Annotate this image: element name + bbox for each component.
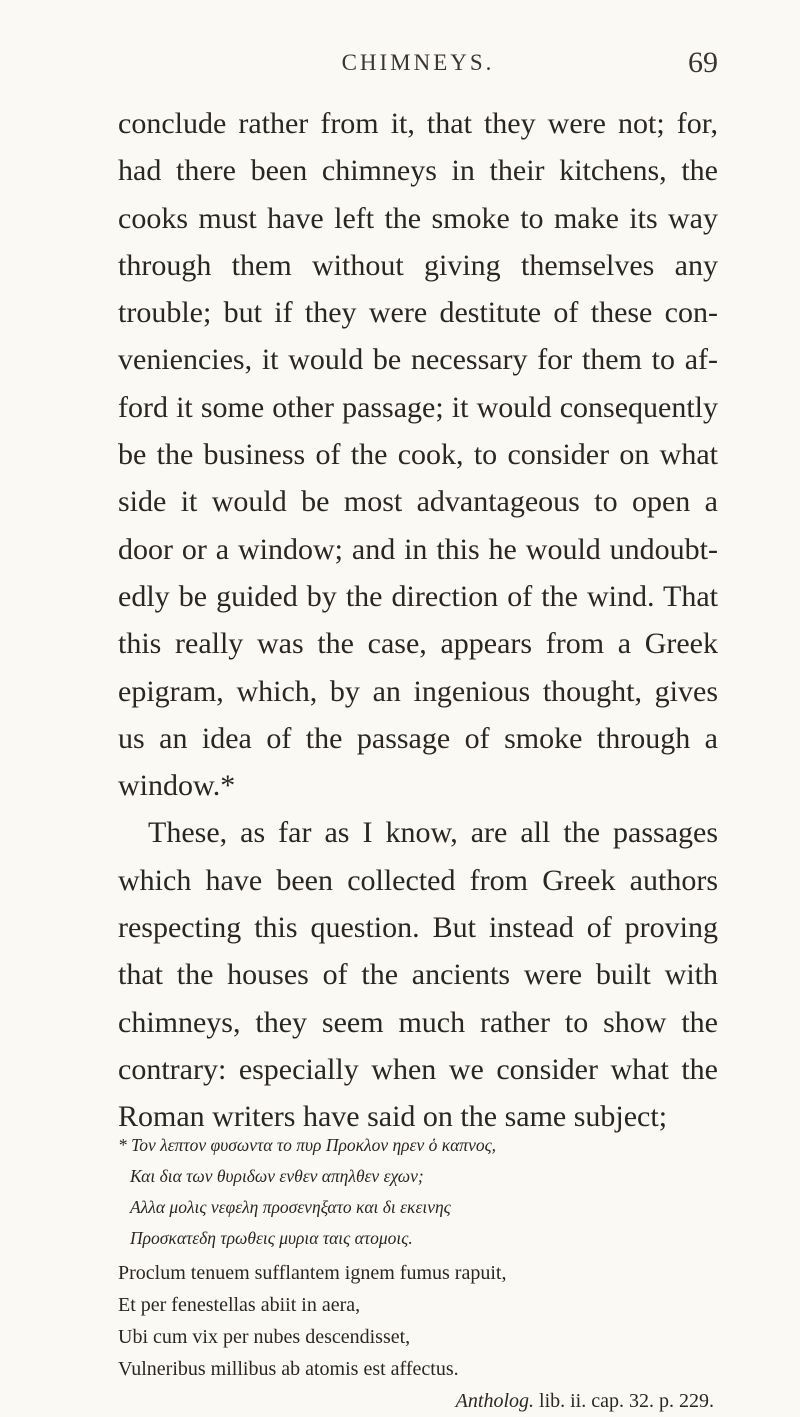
latin-line: Vulneribus millibus ab atomis est affectus. <box>118 1358 459 1380</box>
body-text <box>118 100 718 1141</box>
text-line: epigram, which, by an ingenious thought, gives <box>118 674 718 708</box>
citation-source: Antholog. <box>455 1390 535 1412</box>
footnote-citation <box>118 1385 718 1417</box>
text-line: Roman writers have said on the same subject; <box>118 1100 668 1134</box>
greek-line: Και δια των θυριδων ενθεν απηλθεν εχων; <box>130 1166 424 1186</box>
text-line: that the houses of the ancients were built with <box>118 958 718 992</box>
latin-line: Proclum tenuem sufflantem ignem fumus rapuit, <box>118 1262 507 1284</box>
text-line: ford it some other passage; it would consequently <box>118 390 718 424</box>
text-line: edly be guided by the direction of the wind. That <box>118 579 718 613</box>
text-line: trouble; but if they were destitute of these con- <box>118 296 718 330</box>
text-line: this really was the case, appears from a Greek <box>118 627 718 661</box>
text-line: door or a window; and in this he would undoubt- <box>118 532 718 566</box>
page-number: 69 <box>688 46 718 79</box>
greek-line: Προσκατεδη τρωθεις μυρια ταις ατομοις. <box>130 1228 413 1248</box>
text-line: be the business of the cook, to consider on what <box>118 438 718 472</box>
latin-line: Ubi cum vix per nubes descendisset, <box>118 1326 411 1348</box>
footnote-latin-translation <box>118 1257 718 1385</box>
running-title: CHIMNEYS. <box>341 50 495 75</box>
footnote-greek-epigram <box>118 1130 718 1254</box>
running-head <box>118 46 718 90</box>
text-line: These, as far as I know, are all the passages <box>148 816 718 850</box>
greek-line: * Τον λεπτον φυσωντα το πυρ Προκλον ηρεν ὁ καπνος, <box>118 1135 497 1155</box>
text-line: which have been collected from Greek authors <box>118 863 718 897</box>
text-line: had there been chimneys in their kitchens, the <box>118 154 718 188</box>
text-line: us an idea of the passage of smoke through a <box>118 721 718 755</box>
text-line: respecting this question. But instead of proving <box>118 911 718 945</box>
greek-line: Αλλα μολις νεφελη προσενηξατο και δι εκεινης <box>130 1197 451 1217</box>
text-line: veniencies, it would be necessary for them to af- <box>118 343 718 377</box>
footnote <box>118 1130 718 1417</box>
text-line: side it would be most advantageous to open a <box>118 485 718 519</box>
text-line: through them without giving themselves any <box>118 248 718 282</box>
text-line: conclude rather from it, that they were not; for, <box>118 107 718 140</box>
latin-line: Et per fenestellas abiit in aera, <box>118 1294 361 1316</box>
text-line: contrary: especially when we consider what the <box>118 1052 718 1086</box>
citation-detail: lib. ii. cap. 32. p. 229. <box>534 1390 714 1412</box>
text-line: window.* <box>118 769 236 803</box>
text-line: chimneys, they seem much rather to show the <box>118 1005 718 1039</box>
text-line: cooks must have left the smoke to make its way <box>118 201 718 235</box>
